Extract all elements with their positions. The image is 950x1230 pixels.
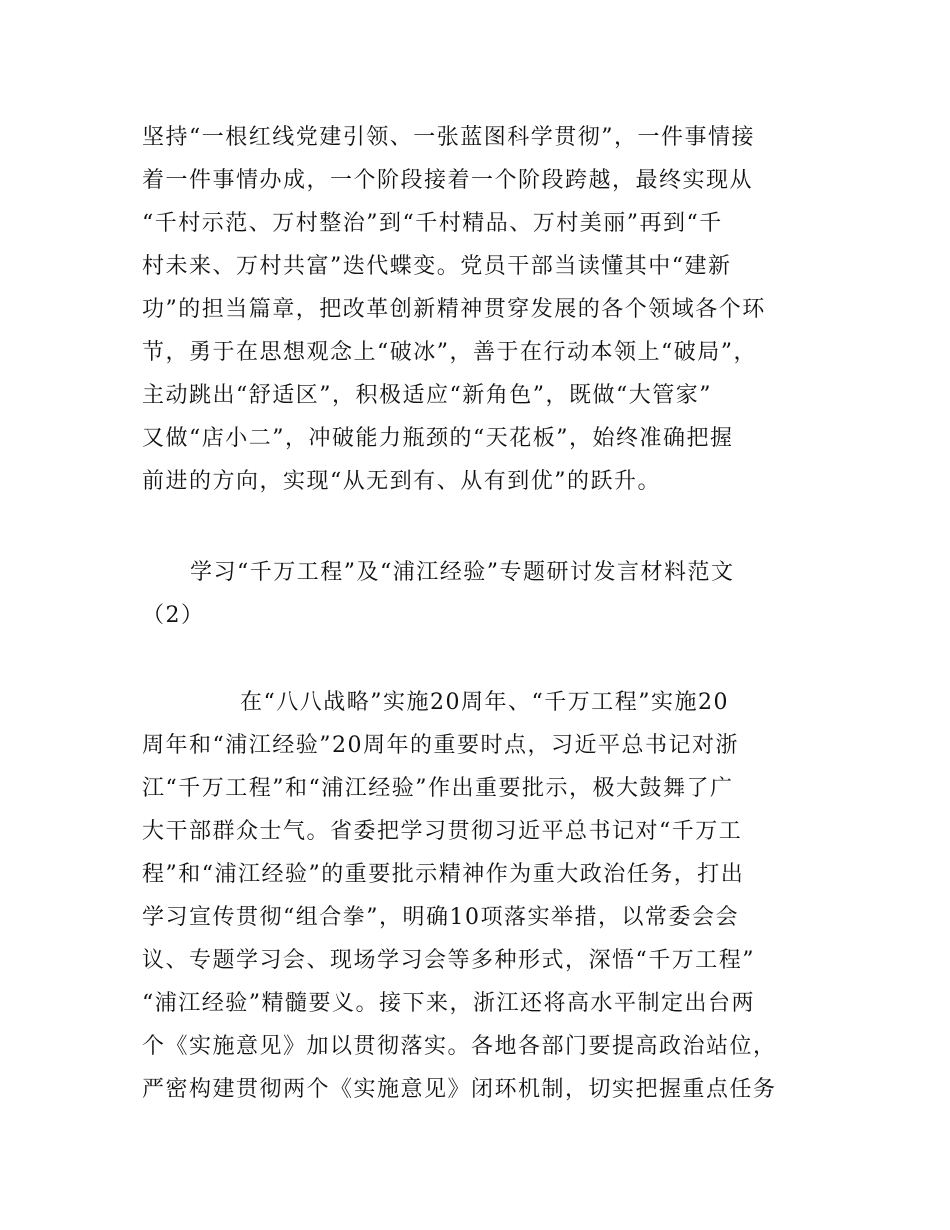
body-text-line: “千村示范、万村整治”到“千村精品、万村美丽”再到“千 [142,211,723,236]
body-text-line: 程”和“浦江经验”的重要批示精神作为重大政治任务，打出 [142,862,745,887]
body-text-line: 在“八八战略”实施20周年、“千万工程”实施20 [240,690,729,715]
body-text-line: 节，勇于在思想观念上“破冰”，善于在行动本领上“破局”， [142,340,757,365]
body-text-line: “浦江经验”精髓要义。接下来，浙江还将高水平制定出台两 [142,991,755,1016]
body-text-line: 周年和“浦江经验”20周年的重要时点，习近平总书记对浙 [142,733,739,758]
body-text-line: 主动跳出“舒适区”，积极适应“新角色”，既做“大管家” [142,383,712,408]
section-heading-number: （2） [142,603,205,628]
body-text-line: 严密构建贯彻两个《实施意见》闭环机制，切实把握重点任务 [142,1077,777,1102]
body-text-line: 前进的方向，实现“从无到有、从有到优”的跃升。 [142,469,661,494]
section-heading: 学习“千万工程”及“浦江经验”专题研讨发言材料范文 [190,560,735,585]
body-text-line: 江“千万工程”和“浦江经验”作出重要批示，极大鼓舞了广 [142,776,734,801]
body-text-line: 村未来、万村共富”迭代蝶变。党员干部当读懂其中“建新 [142,254,732,279]
body-text-line: 又做“店小二”，冲破能力瓶颈的“天花板”，始终准确把握 [142,426,734,451]
body-text-line: 着一件事情办成，一个阶段接着一个阶段跨越，最终实现从 [142,168,754,193]
body-text-line: 功”的担当篇章，把改革创新精神贯穿发展的各个领域各个环 [142,297,766,322]
body-text-line: 学习宣传贯彻“组合拳”，明确10项落实举措，以常委会会 [142,905,739,930]
body-text-line: 坚持“一根红线党建引领、一张蓝图科学贯彻”，一件事情接 [142,125,755,150]
body-text-line: 大干部群众士气。省委把学习贯彻习近平总书记对“千万工 [142,819,743,844]
body-text-line: 个《实施意见》加以贯彻落实。各地各部门要提高政治站位， [142,1034,777,1059]
body-text-line: 议、专题学习会、现场学习会等多种形式，深悟“千万工程” [142,948,755,973]
